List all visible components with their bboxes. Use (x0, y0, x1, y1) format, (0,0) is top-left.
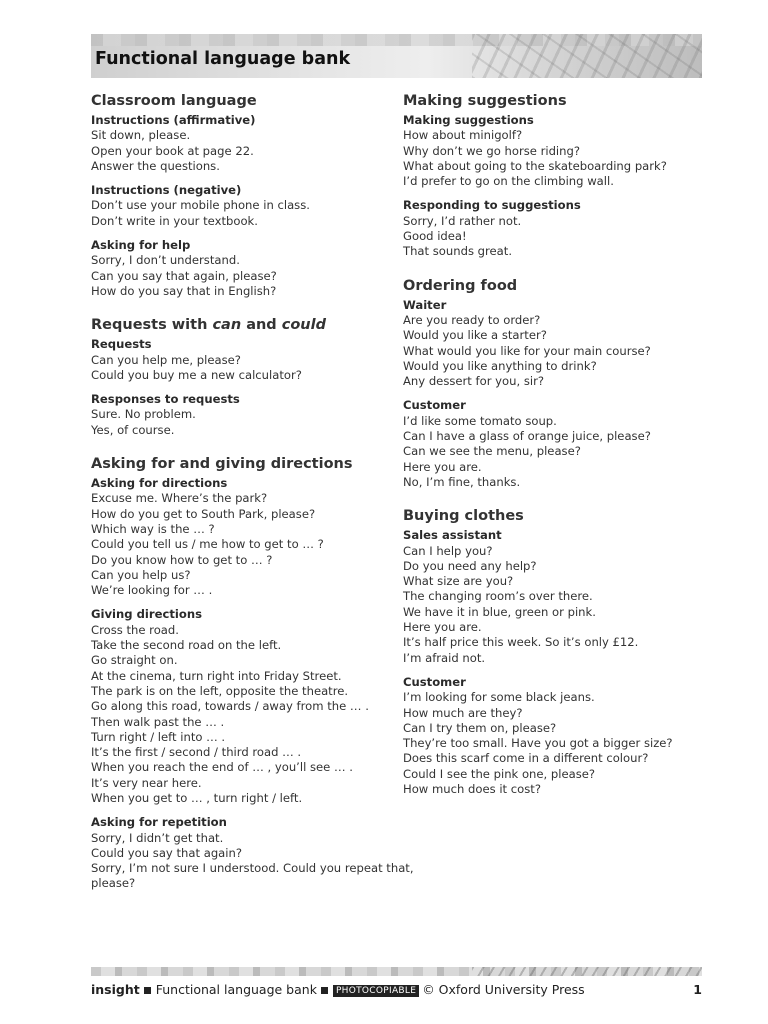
phrase-line: When you reach the end of … , you’ll see … . (91, 760, 353, 775)
section-heading: Asking for and giving directions (91, 456, 353, 473)
phrase-line: Sorry, I’d rather not. (403, 213, 522, 228)
photocopiable-badge: PHOTOCOPIABLE (333, 985, 419, 997)
subsection (403, 398, 703, 490)
phrase-line: Sure. No problem. (91, 407, 196, 422)
phrase-line: Can you help us? (91, 567, 191, 582)
subsection-heading: Instructions (negative) (91, 183, 242, 198)
subsection-heading: Asking for directions (91, 476, 228, 491)
phrase-line: Yes, of course. (91, 422, 175, 437)
subsection (403, 113, 703, 189)
phrase-line: Sorry, I don’t understand. (91, 253, 240, 268)
subsection (91, 815, 414, 891)
phrase-line: Good idea! (403, 229, 467, 244)
footer-publisher: © Oxford University Press (422, 982, 585, 997)
phrase-line: Sorry, I didn’t get that. (91, 830, 224, 845)
phrase-line: They’re too small. Have you got a bigger size? (403, 736, 673, 751)
phrase-line: please? (91, 876, 136, 891)
section (91, 315, 391, 438)
phrase-line: Excuse me. Where’s the park? (91, 491, 268, 506)
footer-bar (91, 967, 702, 976)
phrase-line: When you get to … , turn right / left. (91, 790, 303, 805)
heading-part: can (212, 317, 242, 334)
phrase-line: At the cinema, turn right into Friday Street. (91, 668, 342, 683)
heading-part: and (241, 317, 282, 334)
section (91, 454, 414, 892)
phrase-line: Why don’t we go horse riding? (403, 143, 581, 158)
phrase-line: Can you say that again, please? (91, 268, 277, 283)
phrase-line: Are you ready to order? (403, 312, 541, 327)
phrase-line: Then walk past the … . (91, 714, 225, 729)
phrase-line: How do you say that in English? (91, 283, 277, 298)
square-bullet-icon (321, 987, 328, 994)
header-banner (91, 34, 702, 78)
phrase-line: Do you know how to get to … ? (91, 552, 273, 567)
subsection-heading: Instructions (affirmative) (91, 113, 256, 127)
page-number: 1 (693, 982, 702, 997)
page-title: Functional language bank (95, 49, 351, 69)
section-heading: Buying clothes (403, 508, 524, 525)
phrase-line: Answer the questions. (91, 158, 220, 173)
phrase-line: Do you need any help? (403, 558, 537, 573)
phrase-line: It’s half price this week. So it’s only £12. (403, 635, 639, 650)
phrase-line: Which way is the … ? (91, 521, 215, 536)
section-gap (403, 269, 703, 276)
phrase-line: We have it in blue, green or pink. (403, 604, 596, 619)
phrase-line: Don’t write in your textbook. (91, 213, 258, 228)
phrase-line: I’m afraid not. (403, 650, 486, 665)
footer-brand: insight (91, 982, 140, 997)
phrase-line: How do you get to South Park, please? (91, 506, 316, 521)
subsection (403, 675, 703, 797)
subsection-heading: Waiter (403, 297, 447, 312)
subsection (91, 392, 391, 438)
subsection-heading: Making suggestions (403, 113, 534, 127)
subsection-heading: Requests (91, 337, 152, 352)
phrase-line: How much does it cost? (403, 781, 541, 796)
subsection (91, 337, 391, 383)
subsection-heading: Asking for repetition (91, 815, 227, 830)
subsection-heading: Sales assistant (403, 528, 502, 543)
phrase-line: The park is on the left, opposite the theatre. (91, 683, 349, 698)
heading-part: could (281, 317, 326, 334)
subsection (91, 476, 391, 598)
section-heading: Classroom language (91, 93, 257, 109)
phrase-line: Go along this road, towards / away from the … . (91, 699, 369, 714)
subsection-heading: Customer (403, 398, 466, 413)
phrase-line: Don’t use your mobile phone in class. (91, 198, 310, 213)
subsection-heading: Responses to requests (91, 392, 240, 407)
phrase-line: No, I’m fine, thanks. (403, 474, 521, 489)
phrase-line: Could you buy me a new calculator? (91, 367, 302, 382)
section-gap (403, 499, 703, 506)
phrase-line: Sit down, please. (91, 128, 191, 143)
section-heading (91, 315, 391, 335)
subsection (403, 298, 703, 390)
phrase-line: What about going to the skateboarding park? (403, 158, 667, 173)
phrase-line: That sounds great. (403, 244, 513, 259)
phrase-line: Turn right / left into … . (91, 729, 226, 744)
phrase-line: Cross the road. (91, 622, 179, 637)
phrase-line: Could you say that again? (91, 845, 243, 860)
subsection-heading: Giving directions (91, 607, 202, 622)
phrase-line: Could you tell us / me how to get to … ? (91, 537, 324, 552)
phrase-line: How about minigolf? (403, 128, 523, 143)
phrase-line: Can you help me, please? (91, 352, 241, 367)
phrase-line: What size are you? (403, 574, 514, 589)
phrase-line: Can we see the menu, please? (403, 444, 581, 459)
footer-title: Functional language bank (155, 982, 317, 997)
phrase-line: What would you like for your main course? (403, 343, 651, 358)
subsection-heading: Customer (403, 674, 466, 689)
phrase-line: Can I help you? (403, 543, 493, 558)
right-column (403, 91, 703, 806)
banner-texture (472, 34, 702, 78)
subsection (403, 528, 703, 666)
phrase-line: Open your book at page 22. (91, 143, 254, 158)
phrase-line: Can I have a glass of orange juice, please? (403, 429, 651, 444)
phrase-line: I’d like some tomato soup. (403, 413, 557, 428)
footer (91, 981, 702, 999)
phrase-line: Would you like anything to drink? (403, 358, 597, 373)
heading-part: Requests with (91, 317, 213, 334)
subsection-heading: Responding to suggestions (403, 198, 581, 213)
section-heading: Making suggestions (403, 93, 567, 109)
phrase-line: Any dessert for you, sir? (403, 374, 545, 389)
phrase-line: How much are they? (403, 705, 523, 720)
subsection (91, 113, 391, 174)
phrase-line: I’d prefer to go on the climbing wall. (403, 174, 614, 189)
phrase-line: Could I see the pink one, please? (403, 766, 596, 781)
subsection (91, 183, 391, 229)
phrase-line: Here you are. (403, 620, 482, 635)
subsection (91, 607, 391, 806)
left-column (91, 91, 414, 901)
phrase-line: The changing room’s over there. (403, 589, 593, 604)
footer-texture (472, 967, 702, 976)
phrase-line: Does this scarf come in a different colour? (403, 751, 649, 766)
section-gap (91, 308, 391, 315)
section (91, 91, 391, 299)
phrase-line: I’m looking for some black jeans. (403, 690, 595, 705)
phrase-line: Would you like a starter? (403, 328, 547, 343)
phrase-line: We’re looking for … . (91, 583, 213, 598)
section (403, 276, 703, 491)
phrase-line: It’s the first / second / third road … . (91, 745, 302, 760)
section-heading: Ordering food (403, 277, 518, 294)
subsection (91, 238, 391, 299)
phrase-line: Take the second road on the left. (91, 638, 282, 653)
phrase-line: Here you are. (403, 459, 482, 474)
phrase-line: Can I try them on, please? (403, 720, 557, 735)
phrase-line: Sorry, I’m not sure I understood. Could you repeat that, (91, 861, 414, 876)
subsection-heading: Asking for help (91, 238, 191, 253)
section (403, 506, 703, 797)
phrase-line: Go straight on. (91, 653, 178, 668)
phrase-line: It’s very near here. (91, 775, 202, 790)
section-gap (91, 447, 391, 454)
square-bullet-icon (144, 987, 151, 994)
section (403, 91, 703, 260)
subsection (403, 198, 703, 259)
